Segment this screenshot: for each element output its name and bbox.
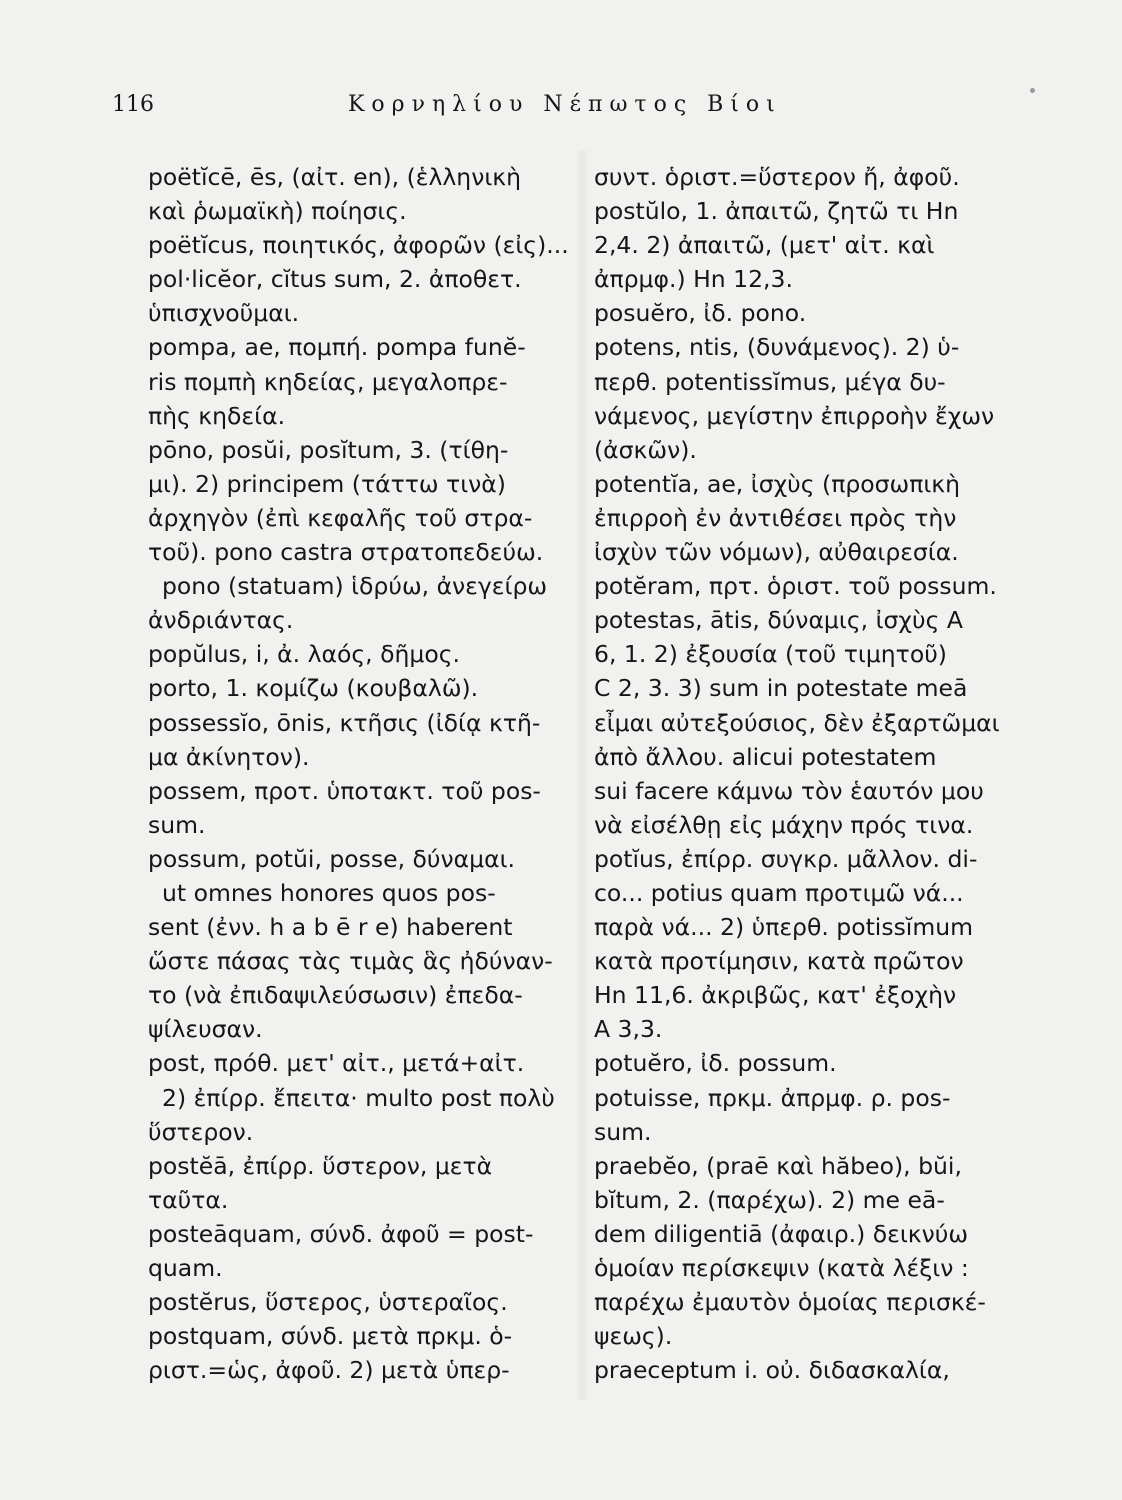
dictionary-line: ἀπὸ ἄλλου. alicui potestatem: [594, 742, 937, 771]
dictionary-line: pol·licĕor, cĭtus sum, 2. ἀποθετ.: [148, 265, 522, 294]
dictionary-line: το (νὰ ἐπιδαψιλεύσωσιν) ἐπεδα-: [148, 981, 523, 1010]
dictionary-line: poëtĭcē, ēs, (αἰτ. en), (ἑλληνικὴ: [148, 163, 522, 191]
dictionary-line: ψεως).: [594, 1322, 673, 1351]
dictionary-line: A 3,3.: [594, 1015, 663, 1044]
dictionary-line: postŭlo, 1. ἀπαιτῶ, ζητῶ τι Hn: [594, 197, 959, 226]
dictionary-line: porto, 1. κομίζω (κουβαλῶ).: [148, 674, 479, 703]
dictionary-line: ταῦτα.: [148, 1185, 229, 1214]
dictionary-line: ὥστε πάσας τὰς τιμὰς ἃς ἠδύναν-: [148, 947, 553, 976]
dictionary-line: ψίλευσαν.: [148, 1015, 263, 1044]
dictionary-line: posteāquam, σύνδ. ἀφοῦ = post-: [148, 1219, 534, 1248]
dictionary-line: τοῦ). pono castra στρατοπεδεύω.: [148, 538, 544, 567]
dictionary-line: sui facere κάμνω τὸν ἑαυτόν μου: [594, 776, 984, 805]
dictionary-line: sent (ἐνν. h a b ē r e) haberent: [148, 913, 513, 942]
dictionary-line: postĕā, ἐπίρρ. ὕστερον, μετὰ: [148, 1151, 493, 1180]
dictionary-line: παρὰ νά... 2) ὑπερθ. potissĭmum: [594, 913, 974, 942]
dictionary-line: καὶ ῥωμαϊκὴ) ποίησις.: [148, 197, 407, 226]
dictionary-line: (ἀσκῶν).: [594, 435, 697, 464]
right-column: [594, 160, 1054, 1387]
dictionary-line: ἰσχὺν τῶν νόμων), αὐθαιρεσία.: [594, 538, 959, 567]
dictionary-line: postquam, σύνδ. μετὰ πρκμ. ὁ-: [148, 1322, 513, 1351]
dictionary-line: μα ἀκίνητον).: [148, 742, 310, 771]
dictionary-line: ριστ.=ὡς, ἀφοῦ. 2) μετὰ ὑπερ-: [148, 1356, 510, 1385]
dictionary-line: potĕram, πρτ. ὁριστ. τοῦ possum.: [594, 572, 997, 601]
dictionary-line: praebĕo, (praē καὶ hăbeo), bŭi,: [594, 1151, 962, 1180]
dictionary-line: 2,4. 2) ἀπαιτῶ, (μετ' αἰτ. καὶ: [594, 231, 935, 260]
dictionary-line: possessĭo, ōnis, κτῆσις (ἰδίᾳ κτῆ-: [148, 708, 541, 737]
dictionary-line: ὕστερον.: [148, 1117, 254, 1146]
column-gutter: [575, 150, 589, 1400]
dictionary-line: μι). 2) principem (τάττω τινὰ): [148, 469, 506, 498]
dictionary-line: bĭtum, 2. (παρέχω). 2) me eā-: [594, 1185, 945, 1214]
dictionary-line: Hn 11,6. ἀκριβῶς, κατ' ἐξοχὴν: [594, 981, 957, 1010]
dictionary-line: 2) ἐπίρρ. ἔπειτα· multo post πολὺ: [162, 1083, 555, 1112]
dictionary-line: possem, προτ. ὑποτακτ. τοῦ pos-: [148, 776, 541, 805]
dictionary-line: νὰ εἰσέλθῃ εἰς μάχην πρός τινα.: [594, 810, 974, 839]
dictionary-line: pōno, posŭi, posĭtum, 3. (τίθη-: [148, 435, 509, 464]
page-number: 116: [112, 92, 154, 117]
dictionary-line: 6, 1. 2) ἐξουσία (τοῦ τιμητοῦ): [594, 640, 947, 669]
dictionary-line: ris πομπὴ κηδείας, μεγαλοπρε-: [148, 367, 508, 396]
left-column: [148, 160, 568, 1387]
dictionary-line: postĕrus, ὕστερος, ὑστεραῖος.: [148, 1288, 508, 1317]
dictionary-line: posuĕro, ἰδ. pono.: [594, 299, 807, 328]
dictionary-line: pompa, ae, πομπή. pompa funĕ-: [148, 333, 526, 362]
dictionary-line: potentĭa, ae, ἰσχὺς (προσωπικὴ: [594, 469, 961, 498]
dictionary-line: παρέχω ἐμαυτὸν ὁμοίας περισκέ-: [594, 1288, 986, 1317]
dictionary-line: νάμενος, μεγίστην ἐπιρροὴν ἔχων: [594, 401, 995, 430]
dictionary-line: post, πρόθ. μετ' αἰτ., μετά+αἰτ.: [148, 1049, 525, 1078]
dictionary-line: ἀρχηγὸν (ἐπὶ κεφαλῆς τοῦ στρα-: [148, 503, 533, 532]
dictionary-line: praeceptum i. οὐ. διδασκαλία,: [594, 1356, 950, 1385]
dictionary-line: potestas, ātis, δύναμις, ἰσχὺς A: [594, 606, 963, 635]
dictionary-line: πὴς κηδεία.: [148, 401, 286, 430]
dictionary-line: possum, potŭi, posse, δύναμαι.: [148, 844, 516, 873]
dictionary-line: ὑπισχνοῦμαι.: [148, 299, 300, 328]
dictionary-line: quam.: [148, 1254, 223, 1282]
dictionary-line: potuĕro, ἰδ. possum.: [594, 1049, 837, 1078]
dictionary-line: potens, ntis, (δυνάμενος). 2) ὑ-: [594, 333, 960, 362]
dictionary-line: ἀνδριάντας.: [148, 606, 294, 635]
dictionary-line: εἶμαι αὐτεξούσιος, δὲν ἐξαρτῶμαι: [594, 708, 1000, 737]
dictionary-line: sum.: [594, 1117, 652, 1146]
dictionary-line: ut omnes honores quos pos-: [162, 878, 496, 907]
dictionary-line: ὁμοίαν περίσκεψιν (κατὰ λέξιν :: [594, 1254, 969, 1282]
dictionary-line: ἀπρμφ.) Hn 12,3.: [594, 265, 793, 294]
dictionary-line: κατὰ προτίμησιν, κατὰ πρῶτον: [594, 947, 964, 976]
dictionary-line: C 2, 3. 3) sum in potestate meā: [594, 674, 968, 703]
dictionary-line: poëtĭcus, ποιητικός, ἀφορῶν (εἰς)...: [148, 231, 569, 260]
running-title: Κορνηλίου Νέπωτος Βίοι: [348, 92, 782, 117]
dictionary-line: popŭlus, i, ἀ. λαός, δῆμος.: [148, 640, 460, 669]
dictionary-line: ἐπιρροὴ ἐν ἀντιθέσει πρὸς τὴν: [594, 503, 957, 532]
dictionary-line: pono (statuam) ἱδρύω, ἀνεγείρω: [162, 572, 548, 601]
dictionary-line: co... potius quam προτιμῶ νά...: [594, 878, 964, 907]
dictionary-line: dem diligentiā (ἀφαιρ.) δεικνύω: [594, 1219, 969, 1248]
page-header: [112, 92, 1062, 128]
dictionary-line: sum.: [148, 810, 206, 839]
dictionary-line: potuisse, πρκμ. ἀπρμφ. ρ. pos-: [594, 1083, 951, 1112]
dictionary-line: περθ. potentissĭmus, μέγα δυ-: [594, 367, 946, 396]
dictionary-line: συντ. ὁριστ.=ὕστερον ἤ, ἀφοῦ.: [594, 163, 960, 191]
dictionary-line: potĭus, ἐπίρρ. συγκρ. μᾶλλον. di-: [594, 844, 978, 873]
